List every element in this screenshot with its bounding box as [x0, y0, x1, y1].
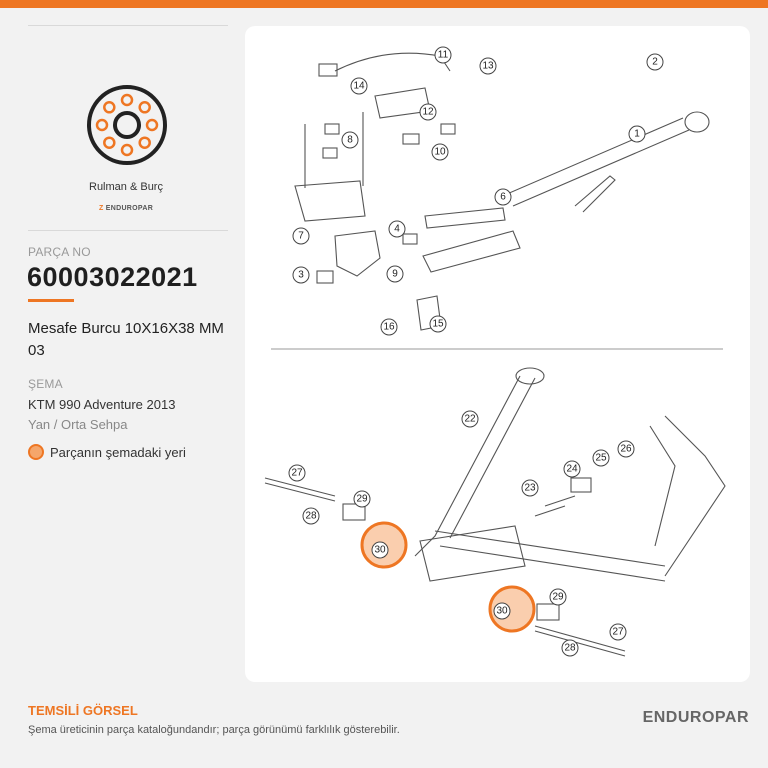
callout-10: [432, 144, 448, 160]
svg-text:16: 16: [383, 321, 395, 333]
svg-text:30: 30: [496, 605, 508, 617]
callout-28: [562, 640, 578, 656]
callouts-top: [293, 47, 663, 335]
svg-text:14: 14: [353, 80, 365, 92]
part-name: Mesafe Burcu 10X16X38 MM 03: [28, 320, 224, 359]
footer-brand: ENDUROPAR: [642, 709, 749, 726]
callout-29: [354, 491, 370, 507]
diagram-panel: [245, 26, 750, 682]
svg-text:29: 29: [356, 493, 368, 505]
svg-text:25: 25: [595, 452, 607, 464]
legend: [28, 444, 186, 460]
svg-text:22: 22: [464, 413, 476, 425]
svg-text:15: 15: [432, 318, 444, 330]
schema-model: KTM 990 Adventure 2013: [28, 397, 176, 412]
callout-27: [289, 465, 305, 481]
parts-diagram: [245, 26, 750, 682]
svg-text:27: 27: [612, 626, 624, 638]
callout-12: [420, 104, 436, 120]
svg-text:28: 28: [305, 510, 317, 522]
callout-29: [550, 589, 566, 605]
representative-note: Şema üreticinin parça kataloğundandır; parça görünümü farklılık gösterebilir.: [28, 724, 400, 736]
svg-text:13: 13: [482, 60, 494, 72]
svg-text:12: 12: [422, 106, 434, 118]
part-no-label: PARÇA NO: [28, 245, 91, 259]
top-accent-bar: [0, 0, 768, 8]
brand-sub: [28, 205, 224, 212]
callout-1: [629, 126, 645, 142]
legend-text: Parçanın şemadaki yeri: [50, 444, 186, 460]
callout-11: [435, 47, 451, 63]
svg-text:28: 28: [564, 642, 576, 654]
svg-text:23: 23: [524, 482, 536, 494]
svg-text:29: 29: [552, 591, 564, 603]
callout-13: [480, 58, 496, 74]
callout-6: [495, 189, 511, 205]
callout-23: [522, 480, 538, 496]
part-number: 60003022021: [27, 262, 198, 292]
top-divider: [28, 25, 228, 26]
section-divider: [28, 230, 228, 231]
callout-30: [494, 603, 510, 619]
svg-text:1: 1: [634, 128, 640, 140]
callout-2: [647, 54, 663, 70]
svg-text:26: 26: [620, 443, 632, 455]
svg-text:30: 30: [374, 544, 386, 556]
callout-28: [303, 508, 319, 524]
callout-22: [462, 411, 478, 427]
representative-title: TEMSİLİ GÖRSEL: [28, 703, 138, 718]
callout-8: [342, 132, 358, 148]
callout-25: [593, 450, 609, 466]
brand-sub-text: ENDUROPAR: [105, 205, 154, 212]
brand-mark-icon: Z: [98, 205, 104, 212]
svg-text:27: 27: [291, 467, 303, 479]
callout-16: [381, 319, 397, 335]
svg-text:8: 8: [347, 134, 353, 146]
svg-text:9: 9: [392, 268, 398, 280]
svg-text:24: 24: [566, 463, 578, 475]
callout-9: [387, 266, 403, 282]
callout-30: [372, 542, 388, 558]
svg-text:2: 2: [652, 56, 658, 68]
schema-label: ŞEMA: [28, 377, 63, 391]
svg-text:4: 4: [394, 223, 400, 235]
callout-4: [389, 221, 405, 237]
svg-text:6: 6: [500, 191, 506, 203]
svg-text:3: 3: [298, 269, 304, 281]
bearing-logo-icon: [86, 84, 168, 166]
callout-15: [430, 316, 446, 332]
svg-text:10: 10: [434, 146, 446, 158]
callout-7: [293, 228, 309, 244]
svg-text:11: 11: [437, 49, 449, 61]
callout-26: [618, 441, 634, 457]
callout-14: [351, 78, 367, 94]
orange-ring-icon: [28, 444, 44, 460]
accent-underline: [28, 299, 74, 302]
svg-text:7: 7: [298, 230, 304, 242]
callout-27: [610, 624, 626, 640]
callouts-bottom: [289, 411, 634, 656]
callout-24: [564, 461, 580, 477]
brand-name: Rulman & Burç: [89, 181, 163, 193]
schema-category: Yan / Orta Sehpa: [28, 417, 128, 432]
callout-3: [293, 267, 309, 283]
